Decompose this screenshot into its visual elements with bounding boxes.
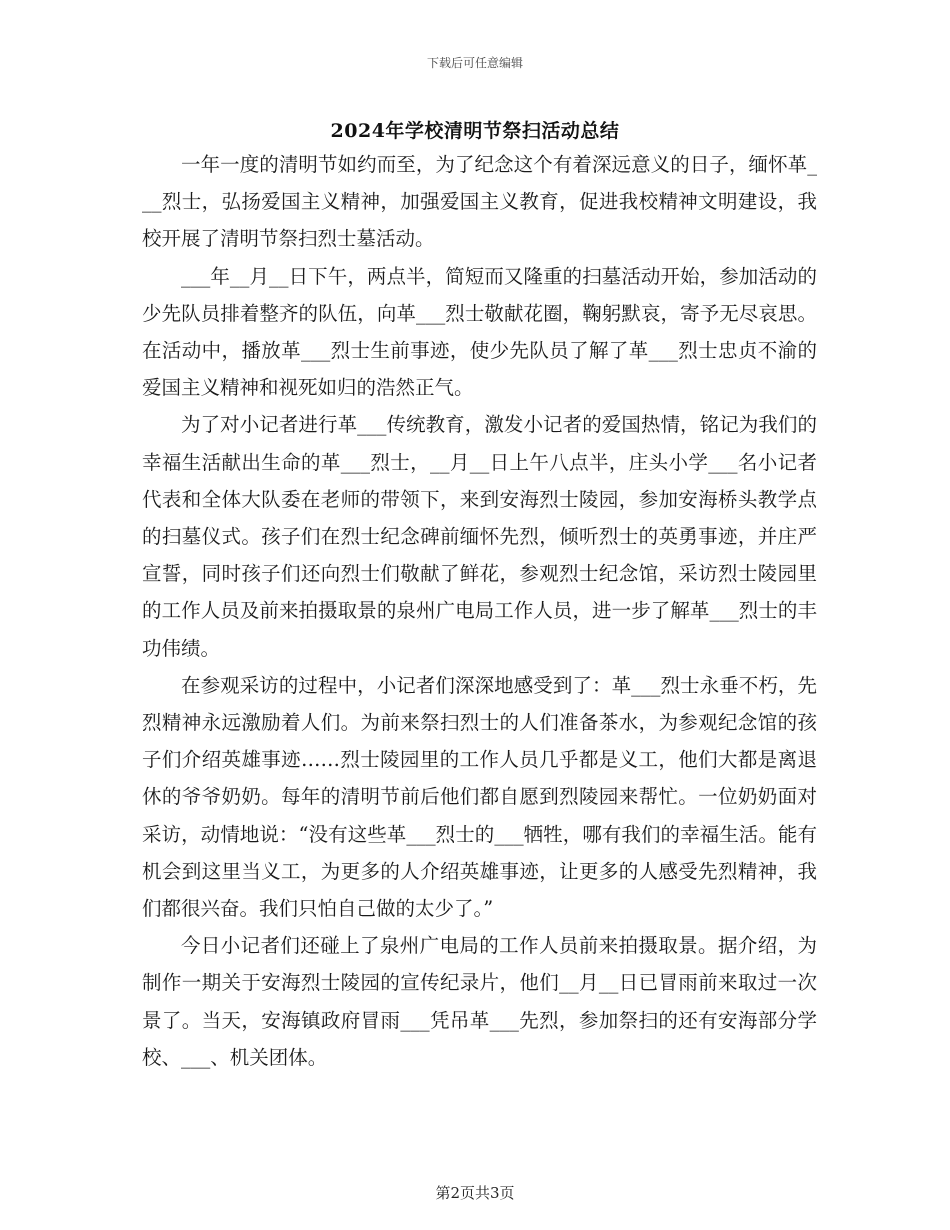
paragraph-interview: 在参观采访的过程中，小记者们深深地感受到了：革___烈士永垂不朽，先烈精神永远激励着人们。为前来祭扫烈士的人们准备茶水，为参观纪念馆的孩子们介绍英雄事迹……烈士陵园里的工作人员几乎都是义工，他们大都是离退休的爷爷奶奶。每年的清明节前后他们都自愿到烈陵园来帮忙。一位奶奶面对采访，动情地说：“没有这些革___烈士的___牺牲，哪有我们的幸福生活。能有机会到这里当义工，为更多的人介绍英雄事迹，让更多的人感受先烈精神，我们都很兴奋。我们只怕自己做的太少了。” [142,673,817,921]
page-number: 第2页共3页 [435,1184,515,1202]
header-note: 下载后可任意编辑 [426,56,523,70]
paragraph-intro: 一年一度的清明节如约而至，为了纪念这个有着深远意义的日子，缅怀革___烈士，弘扬爱国主义精神，加强爱国主义教育，促进我校精神文明建设，我校开展了清明节祭扫烈士墓活动。 [142,153,817,251]
paragraph-activity: ___年__月__日下午，两点半，简短而又隆重的扫墓活动开始，参加活动的少先队员排着整齐的队伍，向革___烈士敬献花圈，鞠躬默哀，寄予无尽哀思。在活动中，播放革___烈士生前事迹，使少先队员了解了革___烈士忠贞不渝的爱国主义精神和视死如归的浩然正气。 [142,264,817,400]
document-title: 2024年学校清明节祭扫活动总结 [330,120,620,142]
paragraph-filming: 今日小记者们还碰上了泉州广电局的工作人员前来拍摄取景。据介绍，为制作一期关于安海烈士陵园的宣传纪录片，他们__月__日已冒雨前来取过一次景了。当天，安海镇政府冒雨___凭吊革___先烈，参加祭扫的还有安海部分学校、___、机关团体。 [142,934,817,1069]
paragraph-reporters: 为了对小记者进行革___传统教育，激发小记者的爱国热情，铭记为我们的幸福生活献出生命的革___烈士，__月__日上午八点半，庄头小学___名小记者代表和全体大队委在老师的带领下，来到安海烈士陵园，参加安海桥头教学点的扫墓仪式。孩子们在烈士纪念碑前缅怀先烈，倾听烈士的英勇事迹，并庄严宣誓，同时孩子们还向烈士们敬献了鲜花，参观烈士纪念馆，采访烈士陵园里的工作人员及前来拍摄取景的泉州广电局工作人员，进一步了解革___烈士的丰功伟绩。 [142,413,817,660]
document-body [142,146,817,1076]
